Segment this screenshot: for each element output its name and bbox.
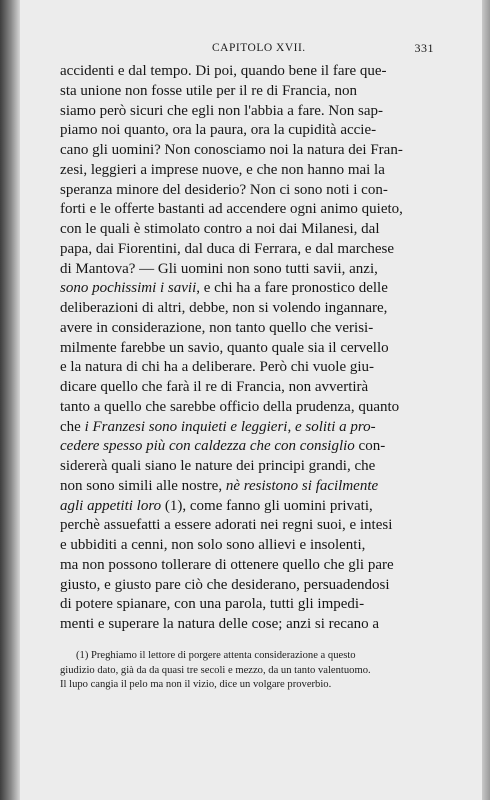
text-segment: speranza minore del desiderio? Non ci sono noti i con- bbox=[60, 181, 388, 198]
text-line bbox=[60, 418, 444, 438]
text-line bbox=[60, 477, 444, 497]
text-line bbox=[60, 536, 444, 556]
text-line bbox=[60, 141, 444, 161]
text-segment: con le quali è stimolato contro a noi dai Milanesi, dal bbox=[60, 221, 380, 237]
body-text bbox=[60, 62, 444, 635]
page-edge bbox=[482, 0, 490, 800]
italic-text: agli appetiti loro bbox=[60, 497, 162, 514]
footnote-line: Il lupo cangia il pelo ma non il vizio, dice un volgare proverbio. bbox=[60, 679, 332, 690]
text-line bbox=[60, 220, 444, 240]
text-line bbox=[60, 260, 444, 280]
text-segment: , e chi ha a fare pronostico delle bbox=[196, 280, 388, 297]
text-segment: cano gli uomini? Non conosciamo noi la natura dei Fran- bbox=[60, 142, 403, 158]
text-segment: con- bbox=[354, 438, 386, 455]
text-line bbox=[60, 319, 444, 339]
text-segment: non sono simili alle nostre, bbox=[60, 477, 226, 494]
text-line bbox=[60, 240, 444, 260]
text-line bbox=[60, 595, 444, 615]
italic-text: sono pochissimi i savii bbox=[60, 280, 197, 297]
text-segment: accidenti e dal tempo. Di poi, quando bene il fare que- bbox=[60, 63, 387, 79]
text-line bbox=[60, 299, 444, 319]
text-line bbox=[60, 556, 444, 576]
text-segment: di Mantova? — Gli uomini non sono tutti savii, anzi, bbox=[60, 260, 378, 277]
text-segment: di potere spianare, con una parola, tutti gli impedi- bbox=[60, 596, 365, 613]
text-line bbox=[60, 161, 444, 181]
text-segment: milmente farebbe un savio, quanto quale sia il cervello bbox=[60, 339, 389, 356]
text-line bbox=[60, 279, 444, 299]
chapter-title: CAPITOLO XVII. bbox=[212, 42, 306, 54]
text-segment: avere in considerazione, non tanto quello che verisi- bbox=[60, 319, 374, 336]
text-line bbox=[60, 437, 444, 457]
text-line bbox=[60, 339, 444, 359]
text-line bbox=[60, 398, 444, 418]
italic-text: nè resistono si facilmente bbox=[225, 477, 379, 494]
text-segment: sidererà quali siano le nature dei principi grandi, che bbox=[60, 458, 376, 474]
text-segment: forti e le offerte bastanti ad accendere ogni animo quieto, bbox=[60, 201, 403, 218]
text-segment: perchè assuefatti a essere adorati nei regni suoi, e intesi bbox=[60, 517, 393, 534]
text-segment: giusto, e giusto pare ciò che desiderano, persuadendosi bbox=[60, 576, 390, 593]
italic-text: cedere spesso più con caldezza che con consiglio bbox=[60, 438, 355, 455]
text-line bbox=[60, 102, 444, 122]
footnote bbox=[60, 649, 450, 693]
text-segment: papa, dai Fiorentini, dal duca di Ferrara, e dal marchese bbox=[60, 240, 395, 257]
footnote-line: giudizio dato, già da da quasi tre secoli e mezzo, da un tanto valentuomo. bbox=[60, 664, 371, 676]
text-segment: sta unione non fosse utile per il re di Francia, non bbox=[60, 82, 358, 99]
text-line bbox=[60, 62, 444, 82]
text-segment: siamo però sicuri che egli non l'abbia a fare. Non sap- bbox=[60, 102, 384, 119]
running-head bbox=[58, 42, 434, 58]
italic-text: i Franzesi sono inquieti e leggieri, e soliti a pro- bbox=[84, 418, 376, 435]
text-line bbox=[60, 457, 444, 477]
text-line bbox=[60, 497, 444, 517]
text-segment: menti e superare la natura delle cose; anzi si recano a bbox=[60, 616, 380, 632]
text-line bbox=[60, 82, 444, 102]
text-segment: e la natura di chi ha a deliberare. Però chi vuole giu- bbox=[60, 359, 375, 376]
text-segment: zesi, leggieri a imprese nuove, e che non hanno mai la bbox=[60, 161, 385, 178]
text-line bbox=[60, 615, 444, 635]
page-number: 331 bbox=[414, 41, 434, 55]
text-line bbox=[60, 576, 444, 596]
text-line bbox=[60, 516, 444, 536]
text-line bbox=[60, 181, 444, 201]
text-line bbox=[60, 200, 444, 220]
text-segment: tanto a quello che sarebbe officio della prudenza, quanto bbox=[60, 398, 400, 415]
text-segment: piamo noi quanto, ora la paura, ora la cupidità accie- bbox=[60, 122, 377, 139]
footnote-line: (1) Preghiamo il lettore di porgere attenta considerazione a questo bbox=[76, 650, 356, 661]
text-line bbox=[60, 121, 444, 141]
text-segment: deliberazioni di altri, debbe, non si volendo ingannare, bbox=[60, 300, 388, 316]
book-gutter-shadow bbox=[0, 0, 20, 800]
text-line bbox=[60, 358, 444, 378]
text-line bbox=[60, 378, 444, 398]
text-segment: (1), come fanno gli uomini privati, bbox=[161, 497, 373, 514]
text-segment: dicare quello che farà il re di Francia, non avvertirà bbox=[60, 379, 369, 395]
text-segment: che bbox=[60, 418, 85, 435]
text-segment: e ubbiditi a cenni, non solo sono allievi e insolenti, bbox=[60, 537, 366, 553]
text-segment: ma non possono tollerare di ottenere quello che gli pare bbox=[60, 556, 394, 573]
